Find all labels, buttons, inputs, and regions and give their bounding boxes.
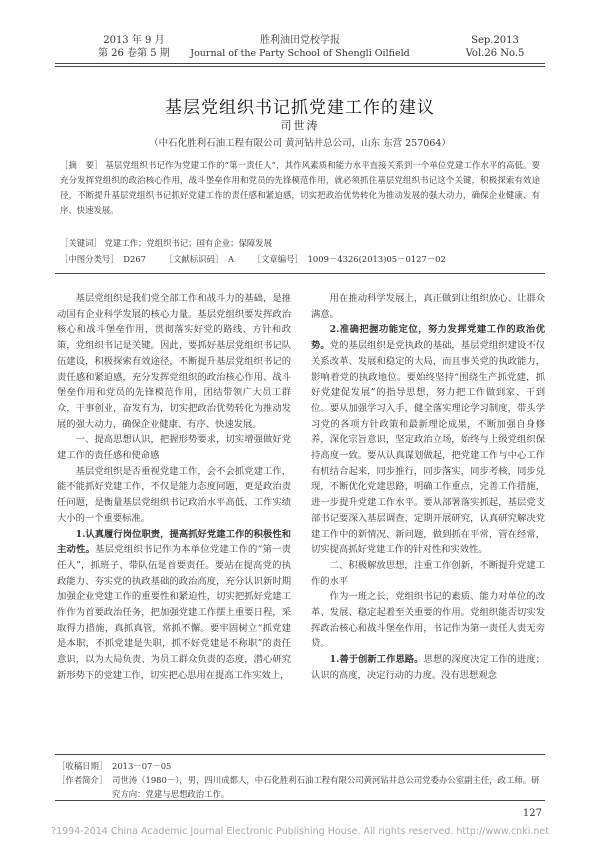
header-rule-thin	[55, 66, 545, 67]
clc-value: D267	[123, 254, 146, 264]
paragraph	[311, 322, 545, 558]
section-heading: 二、积极解放思想，注重工作创新，不断提升党建工作的水平	[311, 559, 545, 587]
author-name: 司世涛	[280, 119, 320, 132]
paragraph-text: 党的基层组织是党执政的基础，基层党组织建设不仅关系改革、发展和稳定的大局，而且事关党的执政能力，影响着党的执政地位。要始终坚持“围绕生产抓党建，抓好党建促发展”的指导思想，努力把工作做到家、干到位。要从加强学习入手，健全落实理论学习制度，带头学习党的各项方针政策和最新理论成果，不断加强自身修养，深化宗旨意识，坚定政治立场，始终与上级党组织保持高度一致。要从认真谋划做起，把党建工作与中心工作有机结合起来，同步推行，同步落实，同步考核，同步兑现，不断优化党建思路，明确工作重点，完善工作措施，进一步提升党建工作水平。要从部署落实抓起，基层党支部书记要深入基层调查，定期开展研究，认真研究解决党建工作中的新情况、新问题，做到抓在平常，管在经常，切实提高抓好党建工作的针对性和实效性。	[311, 340, 545, 556]
footnote-bottom-rule	[55, 800, 545, 801]
classification-line	[60, 253, 540, 265]
doc-code-value: A	[227, 254, 235, 264]
article-id-label: ［文章编号］	[252, 254, 303, 264]
article-title: 基层党组织书记抓党建工作的建议	[165, 98, 435, 118]
paragraph	[57, 527, 291, 684]
paragraph: 基层党组织是否重视党建工作，会不会抓党建工作，能不能抓好党建工作，不仅是能力态度问题，更是政治责任问题，是衡量基层党组织书记政治水平高低、工作实绩大小的一个重要标准。	[57, 465, 291, 524]
header-date-en: Sep.2013	[471, 35, 519, 46]
keywords-label: ［关键词］	[60, 238, 102, 248]
abstract-rule	[55, 273, 545, 274]
clc-label: ［中图分类号］	[60, 254, 119, 264]
paragraph: 基层党组织是我们党全部工作和战斗力的基础，是推动国有企业科学发展的核心力量。基层党组织要发挥政治核心和战斗堡垒作用，贯彻落实好党的路线、方针和政策，党组织书记是关键。因此，要抓好基层党组织书记队伍建设，积极探索有效途径，不断提升基层党组织书记的责任感和紧迫感，充分发挥党组织的政治核心作用、战斗堡垒作用和党员的先锋模范作用，团结带领广大员工群众，干事创业，奋发有为，切实把政治优势转化为推动发展的强大动力，确保企业健康、有序、快速发展。	[57, 293, 291, 430]
keywords-text: 党建工作；党组织书记；国有企业；保障发展	[104, 238, 273, 248]
paragraph: 作为一班之长，党组织书记的素质、能力对单位的改革、发展、稳定起着至关重要的作用。党组织能否切实发挥政治核心和战斗堡垒作用，书记作为第一责任人责无旁贷。	[311, 591, 545, 650]
paragraph-text: 基层党组织书记作为本单位党建工作的“第一责任人”，抓班子、带队伍是首要责任。要站在提高党的执政能力、夯实党的执政基础的政治高度，充分认识新时期加强企业党建工作的重要性和紧迫性，切实把抓好党建工作作为首要政治任务，把加强党建工作摆上重要日程，采取得力措施，真抓真管，常抓不懈。要牢固树立“抓党建是本职，不抓党建是失职，抓不好党建是不称职”的责任意识，以为大局负责、为员工群众负责的态度，潜心研究新形势下的党建工作，切实把心思用在提高工作实效上，	[57, 544, 291, 681]
abstract-text: 基层党组织书记作为党建工作的“第一责任人”，其作风素质和能力水平直接关系到一个单位党建工作水平的高低。要充分发挥党组织的政治核心作用，战斗堡垒作用和党员的先锋模范作用，就必须抓住基层党组织书记这个关键，积极探索有效途径，不断提升基层党组织书记抓好党建工作的责任感和紧迫感，切实把政治优势转化为推动发展的强大动力，确保企业健康、有序、快速发展。	[60, 160, 540, 215]
footnote	[57, 759, 545, 801]
bio-label: ［作者简介］	[57, 775, 108, 785]
abstract	[60, 158, 540, 218]
header-left	[98, 34, 170, 60]
footnote-rule	[55, 754, 545, 755]
author-affiliation: （中石化胜利石油工程有限公司 黄河钻井总公司，山东 东营 257064）	[149, 138, 451, 149]
subheading: 2.准确把握功能定位，努力发挥党建工作的政治优势。	[311, 324, 545, 352]
header-center	[175, 34, 425, 60]
header-rule	[55, 63, 545, 64]
article-id-value: 1009－4326(2013)05－0127－02	[307, 254, 446, 264]
author-bio: 司世涛（1980－），男，四川成都人，中石化胜利石油工程有限公司黄河钻井总公司党委办公室副主任，政工师。研究方向：党建与思想政治工作。	[112, 775, 540, 799]
subheading: 1.善于创新工作思路。	[329, 654, 424, 666]
paragraph	[311, 652, 545, 683]
paragraph: 用在推动科学发展上，真正做到让组织放心、让群众满意。	[311, 293, 545, 320]
body-column-left	[57, 291, 291, 684]
abstract-label: ［摘 要］	[60, 160, 103, 170]
author-bio-row	[57, 773, 545, 801]
body-column-right	[311, 291, 545, 684]
subheading: 1.认真履行岗位职责，提高抓好党建工作的积极性和主动性。	[57, 528, 291, 556]
header-volume: 第 26 卷第 5 期	[98, 48, 170, 59]
journal-name-en: Journal of the Party School of Shengli Oilfield	[190, 48, 410, 59]
section-heading: 一、提高思想认识，把握形势要求，切实增强做好党建工作的责任感和使命感	[57, 434, 291, 462]
header-right	[455, 34, 535, 60]
received-label: ［收稿日期］	[57, 761, 108, 771]
header-volume-en: Vol.26 No.5	[465, 48, 525, 59]
received-date: 2013－07－05	[112, 761, 172, 771]
doc-code-label: ［文献标识码］	[164, 254, 224, 264]
received-date-row	[57, 759, 545, 773]
journal-name-cn: 胜利油田党校学报	[260, 35, 340, 46]
paragraph-text: 思想的深度决定工作的进度；认识的高度，决定行动的力度。没有思想观念	[311, 654, 545, 681]
copyright-notice: ?1994-2014 China Academic Journal Electronic Publishing House. All rights reserved. http://www.cnki.net	[51, 826, 549, 837]
page-number: 127	[522, 808, 542, 819]
keywords	[60, 237, 540, 249]
header-date: 2013 年 9 月	[103, 35, 165, 46]
